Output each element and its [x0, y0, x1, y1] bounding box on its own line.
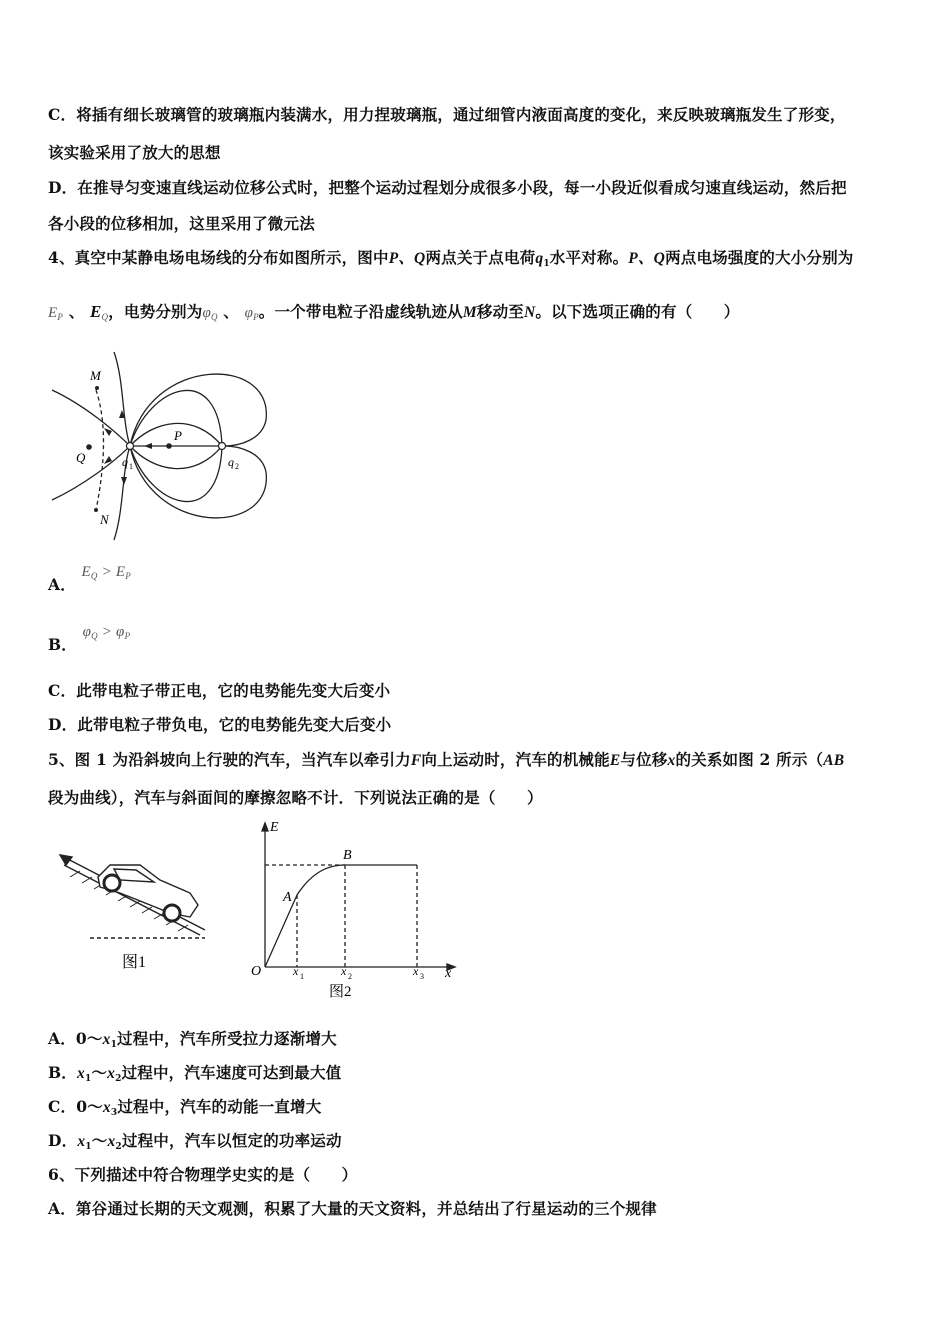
q4-option-d: D．此带电粒子带负电，它的电势能先变大后变小: [48, 715, 392, 734]
energy-displacement-graph: [245, 815, 470, 1000]
fig1-caption: 图1: [122, 954, 147, 971]
q4-stem-line2: $E_P$ 、 $E_Q$，电势分别为$\varphi_Q$ 、 $\varphi_P$。一个带电粒子沿虚线轨迹从M移动至N。以下选项正确的有（ ）: [48, 302, 740, 322]
label-m: M: [90, 368, 101, 383]
q4-stem-line1: 4、真空中某静电场电场线的分布如图所示，图中P、Q两点关于点电荷$q_1$水平对称。P、Q两点电场强度的大小分别为: [48, 248, 854, 269]
q5-option-a: A．$0\sim x_1$过程中，汽车所受拉力逐渐增大: [48, 1029, 337, 1050]
q3-option-c-line2: 该实验采用了放大的思想: [48, 143, 221, 162]
graph-point-a: A: [283, 890, 292, 905]
fig2-caption: 图2: [329, 984, 352, 1000]
label-p: P: [174, 428, 182, 443]
q6-option-a: A．第谷通过长期的天文观测，积累了大量的天文资料，并总结出了行星运动的三个规律: [48, 1199, 657, 1218]
q4-option-c: C．此带电粒子带正电，它的电势能先变大后变小: [48, 681, 391, 700]
q5-stem-line2: 段为曲线），汽车与斜面间的摩擦忽略不计．下列说法正确的是（ ）: [48, 788, 543, 807]
graph-point-b: B: [343, 848, 352, 863]
q3-option-d-line1: D．在推导匀变速直线运动位移公式时，把整个运动过程划分成很多小段，每一小段近似看成匀速直线运动，然后把: [48, 178, 847, 197]
q5-option-d: D．$x_1\sim x_2$过程中，汽车以恒定的功率运动: [48, 1131, 342, 1152]
tick-x2-sub: 2: [348, 972, 352, 981]
label-q1: q: [122, 455, 128, 469]
q4-option-a: A． $E_Q > E_P$: [48, 564, 131, 594]
label-q: Q: [76, 450, 86, 465]
car-slope-figure: [50, 835, 210, 975]
electric-field-figure: [44, 350, 274, 545]
label-n: N: [100, 512, 109, 527]
tick-x2: x: [341, 964, 347, 978]
label-q1-sub: 1: [129, 462, 133, 471]
label-q2-sub: 2: [235, 462, 239, 471]
tick-x3: x: [413, 964, 419, 978]
q5-option-c: C．$0\sim x_3$过程中，汽车的动能一直增大: [48, 1097, 322, 1118]
tick-x3-sub: 3: [420, 972, 424, 981]
label-q2: q: [228, 455, 234, 469]
q6-stem: 6、下列描述中符合物理学史实的是（ ）: [48, 1165, 358, 1184]
q3-option-d-line2: 各小段的位移相加，这里采用了微元法: [48, 214, 315, 233]
q5-stem-line1: 5、图 1 为沿斜坡向上行驶的汽车，当汽车以牵引力F向上运动时，汽车的机械能E与位移x的关系如图 2 所示（AB: [48, 750, 845, 769]
q3-option-c-line1: C．将插有细长玻璃管的玻璃瓶内装满水，用力捏玻璃瓶，通过细管内液面高度的变化，来反映玻璃瓶发生了形变，: [48, 105, 846, 124]
q5-option-b: B．$x_1\sim x_2$过程中，汽车速度可达到最大值: [48, 1063, 342, 1084]
tick-x1: x: [293, 964, 299, 978]
q4-option-b: B． $\varphi_Q > \varphi_P$: [48, 624, 131, 654]
graph-origin: O: [251, 964, 262, 979]
graph-axis-x: x: [445, 966, 452, 981]
graph-axis-e: E: [270, 820, 279, 835]
tick-x1-sub: 1: [300, 972, 304, 981]
